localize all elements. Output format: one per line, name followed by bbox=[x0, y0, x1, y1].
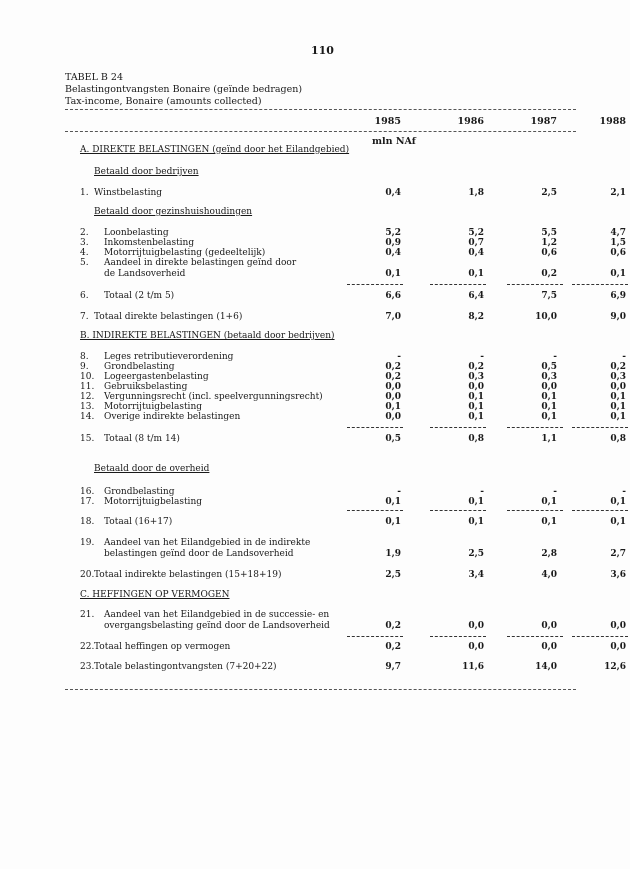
table-row bbox=[0, 290, 630, 302]
cell-1985: 6,6 bbox=[385, 291, 401, 301]
row-label: Motorrijtuigbelasting bbox=[104, 402, 202, 412]
column-header-1987: 1987 bbox=[530, 116, 557, 127]
row-number: 12. bbox=[80, 392, 95, 402]
cell-1987: 0,1 bbox=[541, 497, 557, 507]
cell-1987: 0,1 bbox=[541, 402, 557, 412]
row-label: Totaal (2 t/m 5) bbox=[104, 291, 175, 301]
cell-1987: 0,1 bbox=[541, 412, 557, 422]
subtotal-rule bbox=[347, 284, 403, 285]
divider bbox=[65, 689, 576, 690]
cell-1986: 0,4 bbox=[468, 248, 484, 258]
subtotal-rule bbox=[430, 636, 486, 637]
table-row bbox=[0, 187, 630, 199]
table-row bbox=[0, 433, 630, 445]
cell-1988: 4,7 bbox=[610, 228, 626, 238]
cell-1986: 11,6 bbox=[462, 662, 484, 672]
cell-1985: 0,0 bbox=[385, 382, 401, 392]
subtotal-rule bbox=[572, 510, 628, 511]
row-label: Grondbelasting bbox=[104, 362, 175, 372]
cell-1985: 0,2 bbox=[385, 642, 401, 652]
column-header-1985: 1985 bbox=[374, 116, 401, 127]
row-number: 19. bbox=[80, 538, 95, 548]
cell-1986: 0,1 bbox=[468, 497, 484, 507]
cell-1986: 0,1 bbox=[468, 517, 484, 527]
row-number: 23. bbox=[80, 662, 95, 672]
cell-1985: 1,9 bbox=[385, 549, 401, 559]
row-label: Totale belastingontvangsten (7+20+22) bbox=[94, 662, 277, 672]
row-number: 9. bbox=[80, 362, 89, 372]
cell-1986: 0,3 bbox=[468, 372, 484, 382]
subtotal-rule bbox=[507, 510, 563, 511]
table-id: TABEL B 24 bbox=[65, 72, 124, 83]
cell-1986: 0,7 bbox=[468, 238, 484, 248]
cell-1985: 0,1 bbox=[385, 517, 401, 527]
subtotal-rule bbox=[507, 636, 563, 637]
cell-1988: 0,0 bbox=[610, 642, 626, 652]
cell-1985: 0,5 bbox=[385, 434, 401, 444]
row-label: Motorrijtuigbelasting bbox=[104, 497, 202, 507]
subheading-bedrijven: Betaald door bedrijven bbox=[94, 167, 199, 177]
cell-1987: - bbox=[553, 352, 557, 362]
cell-1988: 0,1 bbox=[610, 269, 626, 279]
subtotal-rule bbox=[572, 636, 628, 637]
cell-1985: 0,2 bbox=[385, 372, 401, 382]
row-number: 13. bbox=[80, 402, 95, 412]
row-label: Totaal (8 t/m 14) bbox=[104, 434, 180, 444]
cell-1986: 0,0 bbox=[468, 621, 484, 631]
cell-1986: 0,1 bbox=[468, 392, 484, 402]
row-label: Aandeel van het Eilandgebied in de indirekte bbox=[104, 538, 311, 548]
cell-1987: 0,0 bbox=[541, 621, 557, 631]
row-label: Totaal indirekte belastingen (15+18+19) bbox=[94, 570, 282, 580]
row-label-cont: de Landsoverheid bbox=[104, 269, 186, 279]
subheading-gezinshuishoudingen: Betaald door gezinshuishoudingen bbox=[94, 207, 253, 217]
cell-1985: 7,0 bbox=[385, 312, 401, 322]
cell-1986: 0,8 bbox=[468, 434, 484, 444]
cell-1986: 8,2 bbox=[468, 312, 484, 322]
row-number: 11. bbox=[80, 382, 95, 392]
cell-1985: - bbox=[397, 487, 401, 497]
divider bbox=[65, 131, 576, 132]
cell-1988: 0,6 bbox=[610, 248, 626, 258]
cell-1988: 12,6 bbox=[604, 662, 626, 672]
cell-1988: 0,1 bbox=[610, 412, 626, 422]
subtotal-rule bbox=[430, 427, 486, 428]
cell-1987: 2,8 bbox=[541, 549, 557, 559]
page-number: 110 bbox=[311, 44, 334, 57]
cell-1988: 3,6 bbox=[610, 570, 626, 580]
cell-1986: 0,0 bbox=[468, 642, 484, 652]
cell-1987: 1,2 bbox=[541, 238, 557, 248]
row-label: Loonbelasting bbox=[104, 228, 169, 238]
cell-1987: 0,2 bbox=[541, 269, 557, 279]
cell-1986: 5,2 bbox=[468, 228, 484, 238]
cell-1987: 14,0 bbox=[535, 662, 557, 672]
table-title-en: Tax-income, Bonaire (amounts collected) bbox=[65, 96, 262, 107]
cell-1987: 10,0 bbox=[535, 312, 557, 322]
cell-1987: 0,1 bbox=[541, 392, 557, 402]
cell-1988: 2,7 bbox=[610, 549, 626, 559]
cell-1988: 2,1 bbox=[610, 188, 626, 198]
table-row bbox=[0, 411, 630, 423]
row-number: 22. bbox=[80, 642, 95, 652]
section-b-heading: B. INDIREKTE BELASTINGEN (betaald door bedrijven) bbox=[80, 331, 335, 341]
table-row-grand-total bbox=[0, 661, 630, 673]
row-label: Totaal heffingen op vermogen bbox=[94, 642, 231, 652]
cell-1985: 0,1 bbox=[385, 402, 401, 412]
cell-1986: 0,1 bbox=[468, 269, 484, 279]
cell-1986: - bbox=[480, 352, 484, 362]
cell-1988: 0,0 bbox=[610, 621, 626, 631]
cell-1988: 6,9 bbox=[610, 291, 626, 301]
table-row bbox=[0, 548, 630, 560]
row-number: 5. bbox=[80, 258, 89, 268]
cell-1988: 1,5 bbox=[610, 238, 626, 248]
section-a-heading: A. DIREKTE BELASTINGEN (geïnd door het Eilandgebied) bbox=[80, 145, 350, 155]
row-label-cont: belastingen geïnd door de Landsoverheid bbox=[104, 549, 294, 559]
cell-1988: 0,1 bbox=[610, 392, 626, 402]
row-label: Grondbelasting bbox=[104, 487, 175, 497]
cell-1986: 0,1 bbox=[468, 412, 484, 422]
column-header-1986: 1986 bbox=[457, 116, 484, 127]
divider bbox=[65, 109, 576, 110]
cell-1987: 5,5 bbox=[541, 228, 557, 238]
row-number: 1. bbox=[80, 188, 89, 198]
cell-1988: 0,8 bbox=[610, 434, 626, 444]
cell-1987: 0,0 bbox=[541, 642, 557, 652]
cell-1987: 0,1 bbox=[541, 517, 557, 527]
row-label: Inkomstenbelasting bbox=[104, 238, 195, 248]
row-number: 20. bbox=[80, 570, 95, 580]
cell-1985: 2,5 bbox=[385, 570, 401, 580]
row-label: Leges retributieverordening bbox=[104, 352, 234, 362]
table-row bbox=[0, 268, 630, 280]
section-c-heading: C. HEFFINGEN OP VERMOGEN bbox=[80, 590, 230, 600]
table-row bbox=[0, 516, 630, 528]
row-label: Totaal (16+17) bbox=[104, 517, 173, 527]
row-label: Aandeel in direkte belastingen geïnd door bbox=[104, 258, 297, 268]
cell-1987: 0,3 bbox=[541, 372, 557, 382]
cell-1988: 0,1 bbox=[610, 402, 626, 412]
cell-1985: 0,2 bbox=[385, 621, 401, 631]
cell-1986: 1,8 bbox=[468, 188, 484, 198]
subtotal-rule bbox=[347, 510, 403, 511]
subtotal-rule bbox=[347, 427, 403, 428]
cell-1986: 0,0 bbox=[468, 382, 484, 392]
cell-1988: - bbox=[622, 487, 626, 497]
cell-1986: - bbox=[480, 487, 484, 497]
row-label: Vergunningsrecht (incl. speelvergunningsrecht) bbox=[104, 392, 323, 402]
table-title-block bbox=[65, 72, 302, 108]
cell-1987: - bbox=[553, 487, 557, 497]
cell-1985: 0,2 bbox=[385, 362, 401, 372]
row-number: 21. bbox=[80, 610, 95, 620]
table-title-nl: Belastingontvangsten Bonaire (geïnde bedragen) bbox=[65, 84, 303, 95]
cell-1988: 0,1 bbox=[610, 497, 626, 507]
cell-1987: 0,5 bbox=[541, 362, 557, 372]
cell-1985: - bbox=[397, 352, 401, 362]
cell-1985: 0,4 bbox=[385, 188, 401, 198]
table-row bbox=[0, 620, 630, 632]
cell-1987: 4,0 bbox=[541, 570, 557, 580]
table-row bbox=[0, 641, 630, 653]
unit-label: mln NAf bbox=[372, 136, 416, 147]
row-label: Overige indirekte belastingen bbox=[104, 412, 241, 422]
subtotal-rule bbox=[572, 284, 628, 285]
row-number: 16. bbox=[80, 487, 95, 497]
cell-1988: 0,1 bbox=[610, 517, 626, 527]
subtotal-rule bbox=[430, 510, 486, 511]
cell-1985: 5,2 bbox=[385, 228, 401, 238]
cell-1985: 0,0 bbox=[385, 412, 401, 422]
cell-1986: 6,4 bbox=[468, 291, 484, 301]
cell-1985: 0,1 bbox=[385, 497, 401, 507]
row-number: 10. bbox=[80, 372, 95, 382]
cell-1988: 0,0 bbox=[610, 382, 626, 392]
table-row bbox=[0, 311, 630, 323]
row-number: 15. bbox=[80, 434, 95, 444]
table-row bbox=[0, 496, 630, 508]
row-number: 8. bbox=[80, 352, 89, 362]
cell-1986: 2,5 bbox=[468, 549, 484, 559]
subtotal-rule bbox=[430, 284, 486, 285]
row-number: 2. bbox=[80, 228, 89, 238]
row-label: Aandeel van het Eilandgebied in de successie- en bbox=[104, 610, 330, 620]
cell-1985: 0,4 bbox=[385, 248, 401, 258]
cell-1986: 3,4 bbox=[468, 570, 484, 580]
row-number: 14. bbox=[80, 412, 95, 422]
table-row bbox=[0, 569, 630, 581]
cell-1986: 0,1 bbox=[468, 402, 484, 412]
cell-1988: 0,3 bbox=[610, 372, 626, 382]
cell-1988: 9,0 bbox=[610, 312, 626, 322]
cell-1987: 1,1 bbox=[541, 434, 557, 444]
row-number: 6. bbox=[80, 291, 89, 301]
subtotal-rule bbox=[572, 427, 628, 428]
subtotal-rule bbox=[507, 284, 563, 285]
subtotal-rule bbox=[347, 636, 403, 637]
cell-1985: 0,1 bbox=[385, 269, 401, 279]
row-label: Winstbelasting bbox=[94, 188, 163, 198]
row-number: 17. bbox=[80, 497, 95, 507]
row-number: 3. bbox=[80, 238, 89, 248]
row-label: Gebruiksbelasting bbox=[104, 382, 188, 392]
row-number: 18. bbox=[80, 517, 95, 527]
subheading-overheid: Betaald door de overheid bbox=[94, 464, 210, 474]
cell-1985: 0,9 bbox=[385, 238, 401, 248]
row-number: 4. bbox=[80, 248, 89, 258]
row-label: Totaal direkte belastingen (1+6) bbox=[94, 312, 243, 322]
cell-1988: - bbox=[622, 352, 626, 362]
subtotal-rule bbox=[507, 427, 563, 428]
cell-1985: 0,0 bbox=[385, 392, 401, 402]
row-number: 7. bbox=[80, 312, 89, 322]
row-label: Motorrijtuigbelasting (gedeeltelijk) bbox=[104, 248, 266, 258]
column-header-1988: 1988 bbox=[599, 116, 626, 127]
cell-1987: 0,0 bbox=[541, 382, 557, 392]
row-label-cont: overgangsbelasting geïnd door de Landsoverheid bbox=[104, 621, 330, 631]
cell-1987: 0,6 bbox=[541, 248, 557, 258]
cell-1985: 9,7 bbox=[385, 662, 401, 672]
row-label: Logeergastenbelasting bbox=[104, 372, 209, 382]
cell-1986: 0,2 bbox=[468, 362, 484, 372]
cell-1988: 0,2 bbox=[610, 362, 626, 372]
cell-1987: 7,5 bbox=[541, 291, 557, 301]
cell-1987: 2,5 bbox=[541, 188, 557, 198]
